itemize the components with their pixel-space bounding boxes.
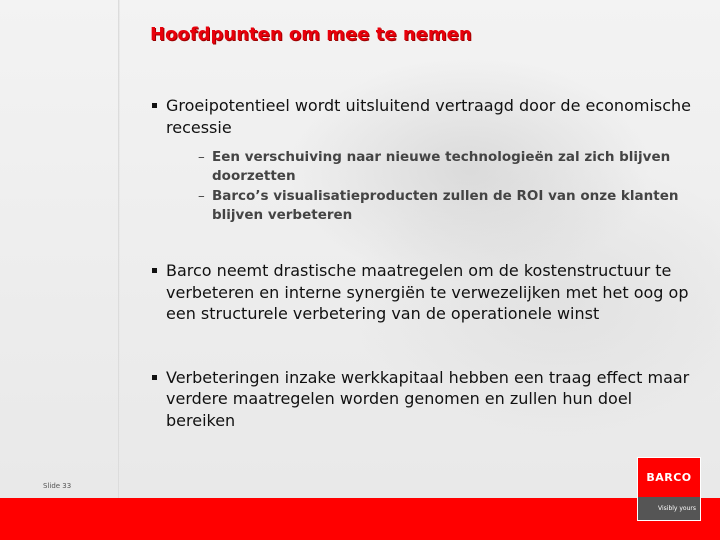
dash-bullet-icon: – — [198, 188, 205, 204]
square-bullet-icon — [152, 268, 157, 273]
barco-logo — [637, 457, 701, 521]
slide-number: Slide 33 — [43, 482, 72, 490]
sub-bullet-list — [198, 148, 700, 224]
bullet-item — [150, 95, 700, 224]
bullet-text: Groeipotentieel wordt uitsluitend vertraagd door de economische recessie — [166, 96, 691, 137]
logo-tagline: Visibly yours — [638, 497, 700, 520]
bullet-item — [150, 260, 700, 325]
sub-bullet-text: Een verschuiving naar nieuwe technologieën zal zich blijven doorzetten — [212, 149, 671, 184]
bullet-text: Verbeteringen inzake werkkapitaal hebben een traag effect maar verdere maatregelen worden genomen en zullen hun doel bereiken — [166, 367, 690, 430]
sub-bullet-item — [198, 148, 700, 185]
slide-title: Hoofdpunten om mee te nemen — [150, 24, 472, 45]
sub-bullet-text: Barco’s visualisatieproducten zullen de ROI van onze klanten blijven verbeteren — [212, 188, 679, 223]
square-bullet-icon — [152, 375, 157, 380]
logo-brand-text: BARCO — [646, 471, 692, 484]
left-margin-divider — [118, 0, 120, 498]
square-bullet-icon — [152, 103, 157, 108]
bullet-item — [150, 367, 700, 432]
dash-bullet-icon: – — [198, 149, 205, 165]
bullet-text: Barco neemt drastische maatregelen om de kostenstructuur te verbeteren en interne synergiën te verwezelijken met het oog op een structurele verbetering van de operationele winst — [166, 261, 689, 323]
footer-bar — [0, 498, 720, 540]
sub-bullet-item — [198, 187, 700, 224]
slide-body — [150, 95, 700, 445]
